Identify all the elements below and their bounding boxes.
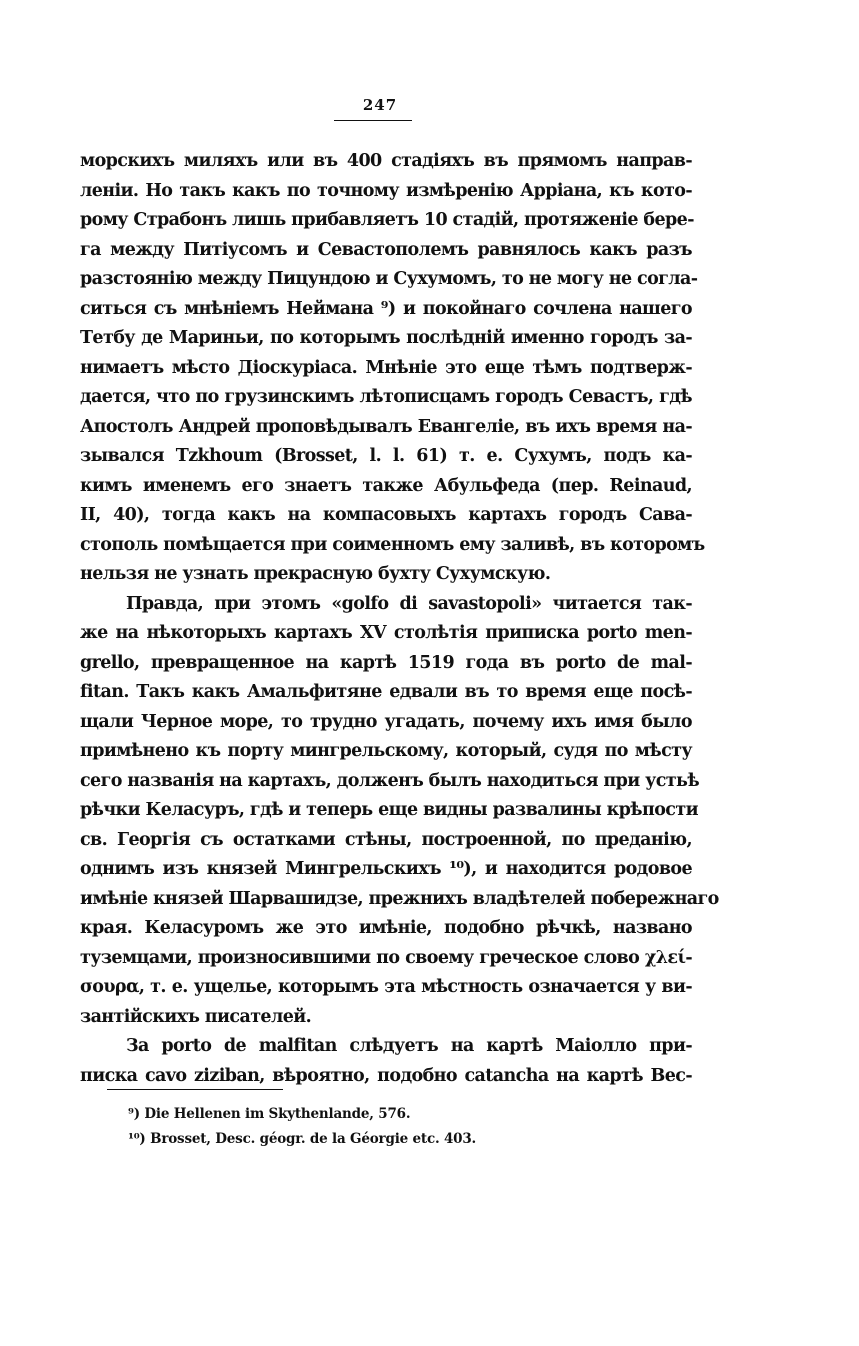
text-line: grello, превращенное на картѣ 1519 года въ porto de mal- [80, 652, 692, 673]
footnotes [128, 1102, 476, 1152]
text-line: рому Страбонъ лишь прибавляетъ 10 стадій, протяженіе бере- [80, 210, 694, 230]
text-line: св. Георгія съ остатками стѣны, построенной, по преданію, [80, 829, 692, 850]
text-line: fitan. Такъ какъ Амальфитяне едвали въ то время еще посѣ- [80, 682, 692, 702]
text-line: туземцами, произносившими по своему греческое слово χλεί- [80, 947, 692, 968]
text-line: дается, что по грузинскимъ лѣтописцамъ городъ Севастъ, гдѣ [80, 387, 692, 407]
text-line: рѣчки Келасуръ, гдѣ и теперь еще видны развалины крѣпости [80, 800, 698, 820]
text-line: Апостолъ Андрей проповѣдывалъ Евангеліе, въ ихъ время на- [80, 416, 692, 437]
text-line: нельзя не узнать прекрасную бухту Сухумскую. [80, 564, 551, 584]
text-line: леніи. Но такъ какъ по точному измѣренію Арріана, къ кото- [80, 180, 692, 201]
text-line: зывался Tzkhoum (Brosset, l. l. 61) т. е. Сухумъ, подъ ка- [80, 446, 692, 466]
text-line: разстоянію между Пицундою и Сухумомъ, то не могу не согла- [80, 269, 698, 289]
body-text [80, 147, 719, 1091]
text-line: однимъ изъ князей Мингрельскихъ ¹⁰), и находится родовое [80, 859, 692, 879]
text-line: сего названія на картахъ, долженъ былъ находиться при устьѣ [80, 770, 700, 791]
text-line: нимаетъ мѣсто Діоскуріаса. Мнѣніе это еще тѣмъ подтверж- [80, 357, 692, 378]
page-number: 247 [362, 96, 398, 114]
page-number-rule [334, 120, 412, 121]
text-line: За porto de malfitan слѣдуетъ на картѣ Маіолло при- [126, 1036, 692, 1056]
text-line: щали Черное море, то трудно угадать, почему ихъ имя было [80, 711, 692, 732]
text-line: же на нѣкоторыхъ картахъ XV столѣтія приписка porto men- [80, 623, 692, 643]
footnote: ⁹) Die Hellenen im Skythenlande, 576. [128, 1106, 411, 1122]
footnote-rule [107, 1089, 283, 1090]
text-line: га между Питіусомъ и Севастополемъ равнялось какъ разъ [80, 239, 692, 260]
text-line: ситься съ мнѣніемъ Неймана ⁹) и покойнаго сочлена нашего [80, 298, 692, 319]
text-line: кимъ именемъ его знаетъ также Абульфеда (пер. Reinaud, [80, 475, 692, 496]
text-line: σουρα, т. е. ущелье, которымъ эта мѣстность означается у ви- [80, 977, 692, 997]
text-line: писка cavo ziziban, вѣроятно, подобно catancha на картѣ Вес- [80, 1065, 692, 1086]
text-line: Тетбу де Мариньи, по которымъ послѣдній именно городъ за- [80, 328, 692, 348]
text-line: имѣніе князей Шарвашидзе, прежнихъ владѣтелей побережнаго [80, 888, 719, 909]
text-line: Правда, при этомъ «golfo di savastopoli» читается так- [126, 593, 692, 614]
text-line: стополь помѣщается при соименномъ ему заливѣ, въ которомъ [80, 534, 705, 555]
text-line: зантійскихъ писателей. [80, 1006, 312, 1027]
text-line: II, 40), тогда какъ на компасовыхъ картахъ городъ Сава- [80, 505, 692, 525]
text-line: примѣнено къ порту мингрельскому, который, судя по мѣсту [80, 741, 692, 761]
text-line: края. Келасуромъ же это имѣніе, подобно рѣчкѣ, названо [80, 918, 692, 938]
text-line: морскихъ миляхъ или въ 400 стадіяхъ въ прямомъ направ- [80, 151, 692, 171]
footnote: ¹⁰) Brosset, Desc. géogr. de la Géorgie etc. 403. [128, 1131, 477, 1147]
